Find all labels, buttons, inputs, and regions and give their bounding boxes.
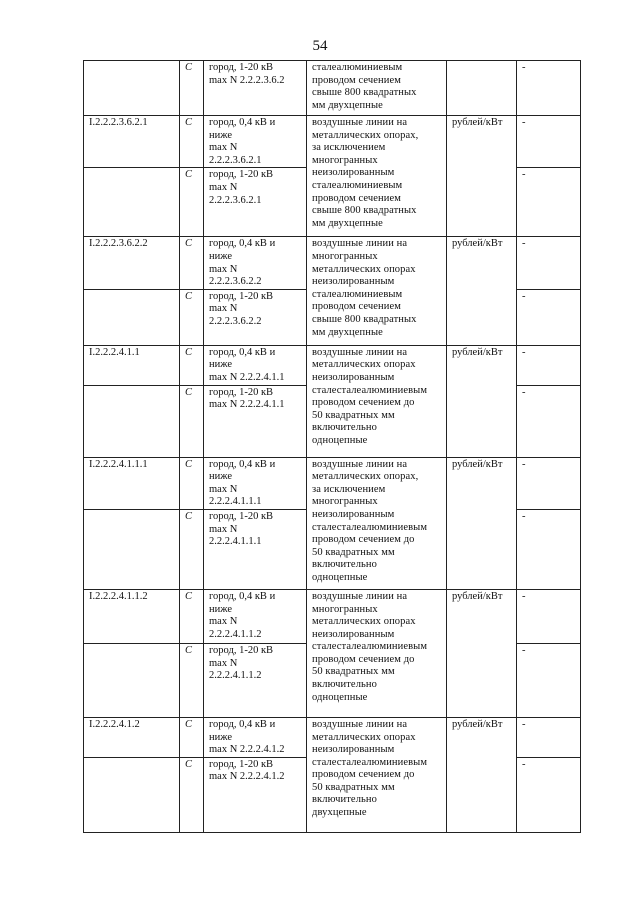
- page-number: 54: [312, 38, 328, 54]
- row-index-cell: I.2.2.2.4.1.1.1: [84, 457, 180, 509]
- row-index-cell: I.2.2.2.3.6.2.1: [84, 116, 180, 168]
- area-cell: город, 1-20 кВ max N 2.2.2.4.1.1.2: [204, 643, 307, 717]
- table-row: [84, 457, 581, 509]
- row-index-cell: [84, 168, 180, 237]
- category-cell: С: [180, 457, 204, 509]
- table-row: [84, 717, 581, 757]
- row-index-cell: [84, 61, 180, 116]
- unit-cell: рублей/кВт: [447, 116, 517, 237]
- unit-cell: рублей/кВт: [447, 589, 517, 717]
- description-cell: воздушные линии на металлических опорах неизолированным сталесталеалюминиевым проводом сечением до 50 квадратных мм включительно одноцепные: [307, 345, 447, 457]
- value-cell: -: [517, 589, 581, 643]
- unit-cell: рублей/кВт: [447, 345, 517, 457]
- row-index-cell: [84, 757, 180, 832]
- value-cell: -: [517, 509, 581, 589]
- value-cell: -: [517, 345, 581, 385]
- value-cell: -: [517, 61, 581, 116]
- value-cell: -: [517, 168, 581, 237]
- tariff-table: [83, 60, 581, 833]
- description-cell: воздушные линии на многогранных металлических опорах неизолированным сталесталеалюминиевым проводом сечением до 50 квадратных мм включительно одноцепные: [307, 589, 447, 717]
- value-cell: -: [517, 289, 581, 345]
- area-cell: город, 1-20 кВ max N 2.2.2.3.6.2.2: [204, 289, 307, 345]
- row-index-cell: I.2.2.2.4.1.1.2: [84, 589, 180, 643]
- unit-cell: рублей/кВт: [447, 237, 517, 345]
- area-cell: город, 1-20 кВ max N 2.2.2.3.6.2: [204, 61, 307, 116]
- value-cell: -: [517, 717, 581, 757]
- table-row: [84, 61, 581, 116]
- value-cell: -: [517, 116, 581, 168]
- row-index-cell: I.2.2.2.4.1.2: [84, 717, 180, 757]
- category-cell: С: [180, 168, 204, 237]
- unit-cell: рублей/кВт: [447, 457, 517, 589]
- table-row: [84, 116, 581, 168]
- category-cell: С: [180, 717, 204, 757]
- area-cell: город, 0,4 кВ и ниже max N 2.2.2.3.6.2.2: [204, 237, 307, 289]
- row-index-cell: [84, 289, 180, 345]
- row-index-cell: I.2.2.2.4.1.1: [84, 345, 180, 385]
- area-cell: город, 0,4 кВ и ниже max N 2.2.2.4.1.1.2: [204, 589, 307, 643]
- description-cell: сталеалюминиевым проводом сечением свыше 800 квадратных мм двухцепные: [307, 61, 447, 116]
- category-cell: С: [180, 757, 204, 832]
- category-cell: С: [180, 237, 204, 289]
- category-cell: С: [180, 289, 204, 345]
- value-cell: -: [517, 457, 581, 509]
- value-cell: -: [517, 385, 581, 457]
- area-cell: город, 0,4 кВ и ниже max N 2.2.2.4.1.2: [204, 717, 307, 757]
- area-cell: город, 0,4 кВ и ниже max N 2.2.2.3.6.2.1: [204, 116, 307, 168]
- area-cell: город, 1-20 кВ max N 2.2.2.4.1.1: [204, 385, 307, 457]
- row-index-cell: I.2.2.2.3.6.2.2: [84, 237, 180, 289]
- table-row: [84, 237, 581, 289]
- description-cell: воздушные линии на металлических опорах неизолированным сталесталеалюминиевым проводом сечением до 50 квадратных мм включительно двухцепные: [307, 717, 447, 832]
- area-cell: город, 0,4 кВ и ниже max N 2.2.2.4.1.1: [204, 345, 307, 385]
- area-cell: город, 1-20 кВ max N 2.2.2.4.1.1.1: [204, 509, 307, 589]
- table-row: [84, 589, 581, 643]
- category-cell: С: [180, 589, 204, 643]
- unit-cell: [447, 61, 517, 116]
- description-cell: воздушные линии на многогранных металлических опорах неизолированным сталеалюминиевым проводом сечением свыше 800 квадратных мм двухцепные: [307, 237, 447, 345]
- description-cell: воздушные линии на металлических опорах, за исключением многогранных неизолированным сталесталеалюминиевым проводом сечением до 50 квадратных мм включительно одноцепные: [307, 457, 447, 589]
- row-index-cell: [84, 643, 180, 717]
- category-cell: С: [180, 116, 204, 168]
- tariff-table-body: [84, 61, 581, 833]
- row-index-cell: [84, 509, 180, 589]
- area-cell: город, 1-20 кВ max N 2.2.2.3.6.2.1: [204, 168, 307, 237]
- category-cell: С: [180, 643, 204, 717]
- area-cell: город, 1-20 кВ max N 2.2.2.4.1.2: [204, 757, 307, 832]
- category-cell: С: [180, 345, 204, 385]
- category-cell: С: [180, 61, 204, 116]
- row-index-cell: [84, 385, 180, 457]
- category-cell: С: [180, 385, 204, 457]
- value-cell: -: [517, 237, 581, 289]
- description-cell: воздушные линии на металлических опорах, за исключением многогранных неизолированным сталеалюминиевым проводом сечением свыше 800 квадратных мм двухцепные: [307, 116, 447, 237]
- table-row: [84, 345, 581, 385]
- value-cell: -: [517, 757, 581, 832]
- unit-cell: рублей/кВт: [447, 717, 517, 832]
- area-cell: город, 0,4 кВ и ниже max N 2.2.2.4.1.1.1: [204, 457, 307, 509]
- category-cell: С: [180, 509, 204, 589]
- value-cell: -: [517, 643, 581, 717]
